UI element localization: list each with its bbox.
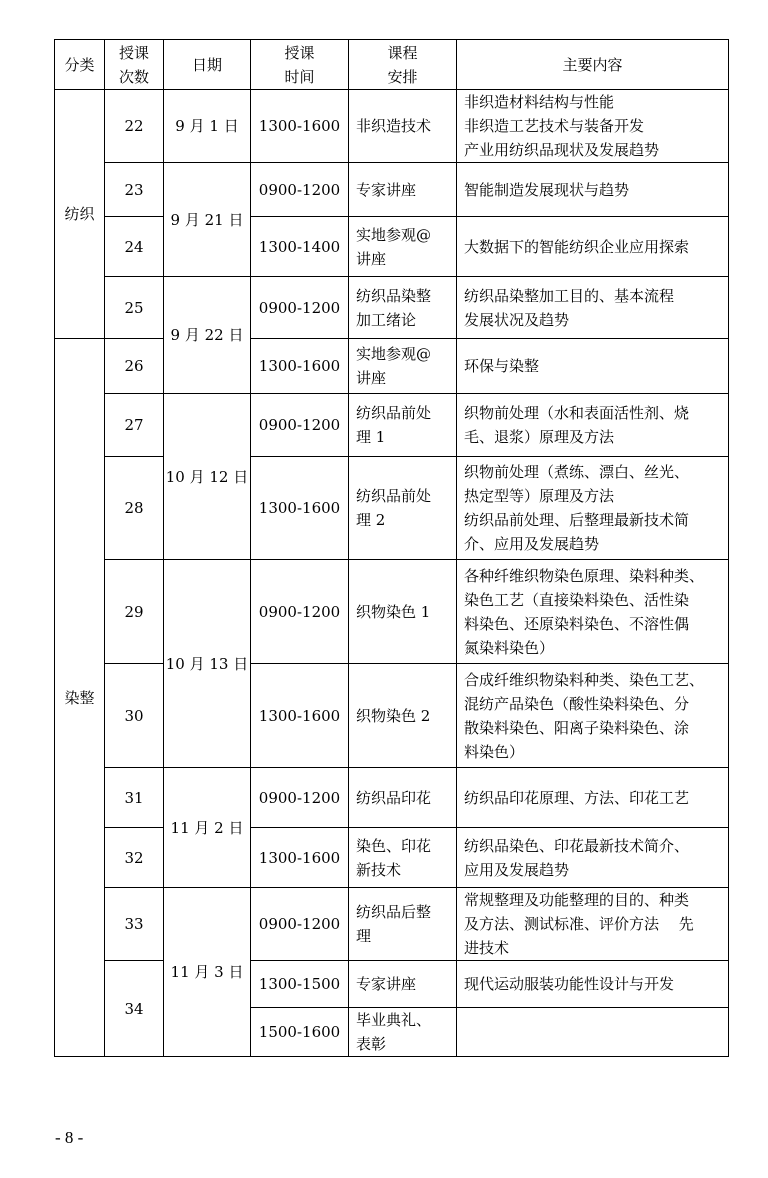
session-cell: 28 bbox=[105, 457, 164, 560]
content-cell: 环保与染整 bbox=[457, 339, 729, 394]
time-cell: 1300-1500 bbox=[251, 961, 349, 1008]
header-content: 主要内容 bbox=[457, 40, 729, 90]
table-row bbox=[55, 961, 729, 1008]
table-row bbox=[55, 163, 729, 217]
time-cell: 1300-1600 bbox=[251, 664, 349, 768]
time-cell: 1300-1600 bbox=[251, 457, 349, 560]
page-number: - 8 - bbox=[55, 1128, 84, 1147]
date-cell: 9 月 21 日 bbox=[164, 163, 251, 277]
table-row bbox=[55, 828, 729, 888]
table-row bbox=[55, 768, 729, 828]
course-cell: 纺织品印花 bbox=[349, 768, 457, 828]
session-cell: 30 bbox=[105, 664, 164, 768]
category-cell: 纺织 bbox=[55, 90, 105, 339]
session-cell: 32 bbox=[105, 828, 164, 888]
table-row bbox=[55, 217, 729, 277]
content-cell: 合成纤维织物染料种类、染色工艺、 混纺产品染色（酸性染料染色、分 散染料染色、阳离子染料染色、涂 料染色） bbox=[457, 664, 729, 768]
content-cell: 各种纤维织物染色原理、染料种类、 染色工艺（直接染料染色、活性染 料染色、还原染料染色、不溶性偶 氮染料染色） bbox=[457, 560, 729, 664]
content-cell: 大数据下的智能纺织企业应用探索 bbox=[457, 217, 729, 277]
time-cell: 1300-1400 bbox=[251, 217, 349, 277]
session-cell: 34 bbox=[105, 961, 164, 1057]
session-cell: 29 bbox=[105, 560, 164, 664]
session-cell: 33 bbox=[105, 888, 164, 961]
header-course: 课程 安排 bbox=[349, 40, 457, 90]
header-session: 授课 次数 bbox=[105, 40, 164, 90]
content-cell: 非织造材料结构与性能 非织造工艺技术与装备开发 产业用纺织品现状及发展趋势 bbox=[457, 90, 729, 163]
time-cell: 1500-1600 bbox=[251, 1008, 349, 1057]
course-cell: 纺织品前处 理 1 bbox=[349, 394, 457, 457]
time-cell: 1300-1600 bbox=[251, 90, 349, 163]
session-cell: 23 bbox=[105, 163, 164, 217]
table-row bbox=[55, 339, 729, 394]
session-cell: 24 bbox=[105, 217, 164, 277]
content-cell: 纺织品染整加工目的、基本流程 发展状况及趋势 bbox=[457, 277, 729, 339]
time-cell: 0900-1200 bbox=[251, 163, 349, 217]
date-cell: 11 月 3 日 bbox=[164, 888, 251, 1057]
course-cell: 纺织品后整 理 bbox=[349, 888, 457, 961]
table-row bbox=[55, 664, 729, 768]
date-cell: 9 月 1 日 bbox=[164, 90, 251, 163]
header-time: 授课 时间 bbox=[251, 40, 349, 90]
content-cell bbox=[457, 1008, 729, 1057]
table-row bbox=[55, 277, 729, 339]
date-cell: 11 月 2 日 bbox=[164, 768, 251, 888]
header-category: 分类 bbox=[55, 40, 105, 90]
time-cell: 0900-1200 bbox=[251, 768, 349, 828]
header-row bbox=[55, 40, 729, 90]
content-cell: 智能制造发展现状与趋势 bbox=[457, 163, 729, 217]
content-cell: 纺织品染色、印花最新技术简介、 应用及发展趋势 bbox=[457, 828, 729, 888]
content-cell: 织物前处理（水和表面活性剂、烧 毛、退浆）原理及方法 bbox=[457, 394, 729, 457]
table-row bbox=[55, 90, 729, 163]
course-cell: 非织造技术 bbox=[349, 90, 457, 163]
course-cell: 实地参观@ 讲座 bbox=[349, 217, 457, 277]
course-cell: 毕业典礼、 表彰 bbox=[349, 1008, 457, 1057]
session-cell: 22 bbox=[105, 90, 164, 163]
table-row bbox=[55, 888, 729, 961]
date-cell: 10 月 13 日 bbox=[164, 560, 251, 768]
course-cell: 专家讲座 bbox=[349, 163, 457, 217]
time-cell: 1300-1600 bbox=[251, 828, 349, 888]
time-cell: 0900-1200 bbox=[251, 277, 349, 339]
course-cell: 实地参观@ 讲座 bbox=[349, 339, 457, 394]
content-cell: 织物前处理（煮练、漂白、丝光、 热定型等）原理及方法 纺织品前处理、后整理最新技术简 介、应用及发展趋势 bbox=[457, 457, 729, 560]
time-cell: 1300-1600 bbox=[251, 339, 349, 394]
table-row bbox=[55, 394, 729, 457]
header-date: 日期 bbox=[164, 40, 251, 90]
course-cell: 织物染色 2 bbox=[349, 664, 457, 768]
course-cell: 织物染色 1 bbox=[349, 560, 457, 664]
course-cell: 染色、印花 新技术 bbox=[349, 828, 457, 888]
time-cell: 0900-1200 bbox=[251, 888, 349, 961]
session-cell: 26 bbox=[105, 339, 164, 394]
table-row bbox=[55, 560, 729, 664]
course-cell: 纺织品染整 加工绪论 bbox=[349, 277, 457, 339]
date-cell: 10 月 12 日 bbox=[164, 394, 251, 560]
time-cell: 0900-1200 bbox=[251, 394, 349, 457]
content-cell: 现代运动服装功能性设计与开发 bbox=[457, 961, 729, 1008]
content-cell: 纺织品印花原理、方法、印花工艺 bbox=[457, 768, 729, 828]
session-cell: 25 bbox=[105, 277, 164, 339]
content-cell: 常规整理及功能整理的目的、种类 及方法、测试标准、评价方法 先 进技术 bbox=[457, 888, 729, 961]
course-cell: 纺织品前处 理 2 bbox=[349, 457, 457, 560]
category-cell: 染整 bbox=[55, 339, 105, 1057]
schedule-table bbox=[54, 39, 729, 1057]
session-cell: 27 bbox=[105, 394, 164, 457]
table-row bbox=[55, 457, 729, 560]
session-cell: 31 bbox=[105, 768, 164, 828]
course-cell: 专家讲座 bbox=[349, 961, 457, 1008]
time-cell: 0900-1200 bbox=[251, 560, 349, 664]
date-cell: 9 月 22 日 bbox=[164, 277, 251, 394]
